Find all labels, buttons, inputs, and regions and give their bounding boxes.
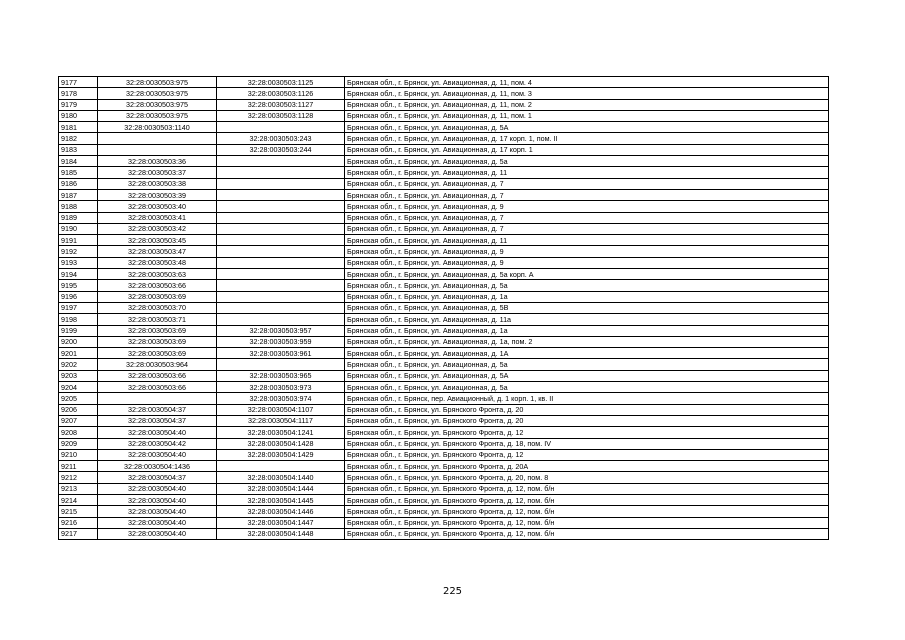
building-cadastral-cell: 32:28:0030504:1107: [217, 404, 345, 415]
table-row: [59, 461, 829, 472]
table-row: [59, 110, 829, 121]
row-number-cell: 9212: [59, 472, 98, 483]
address-cell: Брянская обл., г. Брянск, ул. Авиационная, д. 1а: [345, 325, 829, 336]
registry-table-body: [59, 77, 829, 540]
building-cadastral-cell: [217, 212, 345, 223]
land-plot-cadastral-cell: 32:28:0030504:37: [98, 472, 217, 483]
table-row: [59, 223, 829, 234]
address-cell: Брянская обл., г. Брянск, ул. Авиационная, д. 9: [345, 201, 829, 212]
table-row: [59, 156, 829, 167]
row-number-cell: 9204: [59, 382, 98, 393]
land-plot-cadastral-cell: 32:28:0030503:964: [98, 359, 217, 370]
land-plot-cadastral-cell: 32:28:0030503:975: [98, 99, 217, 110]
row-number-cell: 9205: [59, 393, 98, 404]
land-plot-cadastral-cell: 32:28:0030503:71: [98, 314, 217, 325]
row-number-cell: 9192: [59, 246, 98, 257]
land-plot-cadastral-cell: 32:28:0030503:37: [98, 167, 217, 178]
land-plot-cadastral-cell: 32:28:0030504:37: [98, 404, 217, 415]
table-row: [59, 235, 829, 246]
building-cadastral-cell: [217, 359, 345, 370]
table-row: [59, 325, 829, 336]
row-number-cell: 9190: [59, 223, 98, 234]
address-cell: Брянская обл., г. Брянск, ул. Брянского Фронта, д. 20, пом. 8: [345, 472, 829, 483]
address-cell: Брянская обл., г. Брянск, ул. Авиационная, д. 11, пом. 3: [345, 88, 829, 99]
address-cell: Брянская обл., г. Брянск, ул. Авиационная, д. 7: [345, 189, 829, 200]
address-cell: Брянская обл., г. Брянск, ул. Авиационная, д. 7: [345, 223, 829, 234]
address-cell: Брянская обл., г. Брянск, ул. Авиационная, д. 17 корп. 1: [345, 144, 829, 155]
row-number-cell: 9199: [59, 325, 98, 336]
land-plot-cadastral-cell: 32:28:0030503:66: [98, 382, 217, 393]
table-row: [59, 88, 829, 99]
address-cell: Брянская обл., г. Брянск, ул. Авиационная, д. 1а, пом. 2: [345, 336, 829, 347]
building-cadastral-cell: 32:28:0030504:1440: [217, 472, 345, 483]
building-cadastral-cell: 32:28:0030504:1241: [217, 427, 345, 438]
building-cadastral-cell: 32:28:0030503:973: [217, 382, 345, 393]
row-number-cell: 9213: [59, 483, 98, 494]
building-cadastral-cell: [217, 156, 345, 167]
building-cadastral-cell: [217, 257, 345, 268]
row-number-cell: 9214: [59, 494, 98, 505]
land-plot-cadastral-cell: 32:28:0030503:47: [98, 246, 217, 257]
address-cell: Брянская обл., г. Брянск, ул. Авиационная, д. 5а: [345, 382, 829, 393]
building-cadastral-cell: [217, 461, 345, 472]
row-number-cell: 9209: [59, 438, 98, 449]
table-row: [59, 246, 829, 257]
building-cadastral-cell: [217, 314, 345, 325]
page-number: 225: [442, 586, 463, 597]
table-row: [59, 144, 829, 155]
building-cadastral-cell: 32:28:0030503:957: [217, 325, 345, 336]
land-plot-cadastral-cell: 32:28:0030504:40: [98, 517, 217, 528]
table-row: [59, 494, 829, 505]
address-cell: Брянская обл., г. Брянск, ул. Брянского Фронта, д. 12, пом. б/н: [345, 506, 829, 517]
table-row: [59, 506, 829, 517]
address-cell: Брянская обл., г. Брянск, ул. Авиационная, д. 5В: [345, 302, 829, 313]
row-number-cell: 9195: [59, 280, 98, 291]
row-number-cell: 9193: [59, 257, 98, 268]
table-row: [59, 133, 829, 144]
land-plot-cadastral-cell: 32:28:0030504:37: [98, 415, 217, 426]
row-number-cell: 9197: [59, 302, 98, 313]
land-plot-cadastral-cell: 32:28:0030503:69: [98, 348, 217, 359]
row-number-cell: 9196: [59, 291, 98, 302]
table-row: [59, 302, 829, 313]
address-cell: Брянская обл., г. Брянск, ул. Авиационная, д. 11, пом. 2: [345, 99, 829, 110]
land-plot-cadastral-cell: 32:28:0030503:66: [98, 280, 217, 291]
table-row: [59, 415, 829, 426]
building-cadastral-cell: 32:28:0030503:961: [217, 348, 345, 359]
land-plot-cadastral-cell: 32:28:0030503:40: [98, 201, 217, 212]
building-cadastral-cell: 32:28:0030504:1444: [217, 483, 345, 494]
table-row: [59, 393, 829, 404]
row-number-cell: 9202: [59, 359, 98, 370]
address-cell: Брянская обл., г. Брянск, ул. Брянского Фронта, д. 12, пом. б/н: [345, 483, 829, 494]
land-plot-cadastral-cell: 32:28:0030504:40: [98, 449, 217, 460]
building-cadastral-cell: [217, 246, 345, 257]
building-cadastral-cell: [217, 178, 345, 189]
address-cell: Брянская обл., г. Брянск, ул. Авиационная, д. 11а: [345, 314, 829, 325]
address-cell: Брянская обл., г. Брянск, ул. Брянского Фронта, д. 18, пом. IV: [345, 438, 829, 449]
building-cadastral-cell: 32:28:0030504:1429: [217, 449, 345, 460]
land-plot-cadastral-cell: 32:28:0030504:40: [98, 528, 217, 539]
building-cadastral-cell: 32:28:0030504:1447: [217, 517, 345, 528]
table-row: [59, 517, 829, 528]
address-cell: Брянская обл., г. Брянск, ул. Авиационная, д. 11: [345, 235, 829, 246]
building-cadastral-cell: [217, 235, 345, 246]
table-row: [59, 201, 829, 212]
address-cell: Брянская обл., г. Брянск, ул. Авиационная, д. 11, пом. 1: [345, 110, 829, 121]
row-number-cell: 9203: [59, 370, 98, 381]
address-cell: Брянская обл., г. Брянск, ул. Авиационная, д. 1а: [345, 291, 829, 302]
address-cell: Брянская обл., г. Брянск, ул. Авиационная, д. 9: [345, 246, 829, 257]
address-cell: Брянская обл., г. Брянск, ул. Авиационная, д. 11: [345, 167, 829, 178]
address-cell: Брянская обл., г. Брянск, пер. Авиационный, д. 1 корп. 1, кв. II: [345, 393, 829, 404]
row-number-cell: 9194: [59, 269, 98, 280]
table-row: [59, 189, 829, 200]
row-number-cell: 9183: [59, 144, 98, 155]
row-number-cell: 9216: [59, 517, 98, 528]
land-plot-cadastral-cell: 32:28:0030503:39: [98, 189, 217, 200]
table-row: [59, 257, 829, 268]
address-cell: Брянская обл., г. Брянск, ул. Авиационная, д. 5а: [345, 359, 829, 370]
address-cell: Брянская обл., г. Брянск, ул. Авиационная, д. 17 корп. 1, пом. II: [345, 133, 829, 144]
address-cell: Брянская обл., г. Брянск, ул. Брянского Фронта, д. 12: [345, 427, 829, 438]
table-row: [59, 449, 829, 460]
row-number-cell: 9201: [59, 348, 98, 359]
building-cadastral-cell: 32:28:0030503:965: [217, 370, 345, 381]
table-row: [59, 404, 829, 415]
address-cell: Брянская обл., г. Брянск, ул. Брянского Фронта, д. 20: [345, 404, 829, 415]
address-cell: Брянская обл., г. Брянск, ул. Брянского Фронта, д. 20: [345, 415, 829, 426]
table-row: [59, 427, 829, 438]
building-cadastral-cell: 32:28:0030503:1126: [217, 88, 345, 99]
row-number-cell: 9181: [59, 122, 98, 133]
land-plot-cadastral-cell: 32:28:0030503:69: [98, 325, 217, 336]
building-cadastral-cell: [217, 280, 345, 291]
land-plot-cadastral-cell: 32:28:0030504:1436: [98, 461, 217, 472]
table-row: [59, 483, 829, 494]
table-row: [59, 178, 829, 189]
row-number-cell: 9207: [59, 415, 98, 426]
table-row: [59, 77, 829, 88]
land-plot-cadastral-cell: 32:28:0030503:63: [98, 269, 217, 280]
row-number-cell: 9177: [59, 77, 98, 88]
building-cadastral-cell: 32:28:0030504:1445: [217, 494, 345, 505]
address-cell: Брянская обл., г. Брянск, ул. Брянского Фронта, д. 12, пом. б/н: [345, 528, 829, 539]
table-row: [59, 370, 829, 381]
land-plot-cadastral-cell: 32:28:0030504:40: [98, 483, 217, 494]
address-cell: Брянская обл., г. Брянск, ул. Брянского Фронта, д. 12, пом. б/н: [345, 517, 829, 528]
table-row: [59, 269, 829, 280]
row-number-cell: 9191: [59, 235, 98, 246]
row-number-cell: 9215: [59, 506, 98, 517]
row-number-cell: 9198: [59, 314, 98, 325]
land-plot-cadastral-cell: 32:28:0030503:48: [98, 257, 217, 268]
row-number-cell: 9178: [59, 88, 98, 99]
land-plot-cadastral-cell: 32:28:0030504:40: [98, 427, 217, 438]
building-cadastral-cell: [217, 291, 345, 302]
land-plot-cadastral-cell: 32:28:0030504:42: [98, 438, 217, 449]
table-row: [59, 472, 829, 483]
row-number-cell: 9189: [59, 212, 98, 223]
table-row: [59, 280, 829, 291]
land-plot-cadastral-cell: 32:28:0030503:66: [98, 370, 217, 381]
address-cell: Брянская обл., г. Брянск, ул. Авиационная, д. 5а: [345, 156, 829, 167]
address-cell: Брянская обл., г. Брянск, ул. Авиационная, д. 5а: [345, 280, 829, 291]
land-plot-cadastral-cell: 32:28:0030503:69: [98, 336, 217, 347]
address-cell: Брянская обл., г. Брянск, ул. Авиационная, д. 9: [345, 257, 829, 268]
row-number-cell: 9217: [59, 528, 98, 539]
land-plot-cadastral-cell: 32:28:0030504:40: [98, 506, 217, 517]
table-row: [59, 314, 829, 325]
building-cadastral-cell: [217, 223, 345, 234]
row-number-cell: 9187: [59, 189, 98, 200]
building-cadastral-cell: 32:28:0030503:244: [217, 144, 345, 155]
address-cell: Брянская обл., г. Брянск, ул. Брянского Фронта, д. 12, пом. б/н: [345, 494, 829, 505]
land-plot-cadastral-cell: [98, 133, 217, 144]
building-cadastral-cell: 32:28:0030503:1127: [217, 99, 345, 110]
row-number-cell: 9188: [59, 201, 98, 212]
land-plot-cadastral-cell: 32:28:0030503:45: [98, 235, 217, 246]
table-row: [59, 212, 829, 223]
land-plot-cadastral-cell: [98, 144, 217, 155]
land-plot-cadastral-cell: 32:28:0030503:70: [98, 302, 217, 313]
land-plot-cadastral-cell: 32:28:0030503:975: [98, 110, 217, 121]
table-row: [59, 336, 829, 347]
address-cell: Брянская обл., г. Брянск, ул. Авиационная, д. 7: [345, 178, 829, 189]
table-row: [59, 167, 829, 178]
building-cadastral-cell: 32:28:0030503:1128: [217, 110, 345, 121]
land-plot-cadastral-cell: 32:28:0030503:1140: [98, 122, 217, 133]
address-cell: Брянская обл., г. Брянск, ул. Брянского Фронта, д. 20А: [345, 461, 829, 472]
land-plot-cadastral-cell: 32:28:0030503:41: [98, 212, 217, 223]
row-number-cell: 9200: [59, 336, 98, 347]
row-number-cell: 9206: [59, 404, 98, 415]
table-row: [59, 291, 829, 302]
row-number-cell: 9211: [59, 461, 98, 472]
building-cadastral-cell: 32:28:0030504:1117: [217, 415, 345, 426]
land-plot-cadastral-cell: 32:28:0030503:38: [98, 178, 217, 189]
address-cell: Брянская обл., г. Брянск, ул. Авиационная, д. 11, пом. 4: [345, 77, 829, 88]
table-row: [59, 348, 829, 359]
building-cadastral-cell: [217, 122, 345, 133]
land-plot-cadastral-cell: 32:28:0030503:42: [98, 223, 217, 234]
building-cadastral-cell: 32:28:0030504:1446: [217, 506, 345, 517]
building-cadastral-cell: [217, 167, 345, 178]
table-row: [59, 382, 829, 393]
row-number-cell: 9210: [59, 449, 98, 460]
address-cell: Брянская обл., г. Брянск, ул. Авиационная, д. 5А: [345, 370, 829, 381]
row-number-cell: 9184: [59, 156, 98, 167]
land-plot-cadastral-cell: [98, 393, 217, 404]
table-row: [59, 122, 829, 133]
land-plot-cadastral-cell: 32:28:0030503:36: [98, 156, 217, 167]
address-cell: Брянская обл., г. Брянск, ул. Авиационная, д. 5А: [345, 122, 829, 133]
address-cell: Брянская обл., г. Брянск, ул. Брянского Фронта, д. 12: [345, 449, 829, 460]
building-cadastral-cell: [217, 302, 345, 313]
land-plot-cadastral-cell: 32:28:0030504:40: [98, 494, 217, 505]
table-row: [59, 99, 829, 110]
building-cadastral-cell: 32:28:0030504:1448: [217, 528, 345, 539]
row-number-cell: 9180: [59, 110, 98, 121]
row-number-cell: 9182: [59, 133, 98, 144]
building-cadastral-cell: 32:28:0030503:974: [217, 393, 345, 404]
land-plot-cadastral-cell: 32:28:0030503:975: [98, 88, 217, 99]
table-row: [59, 528, 829, 539]
building-cadastral-cell: 32:28:0030503:1125: [217, 77, 345, 88]
address-cell: Брянская обл., г. Брянск, ул. Авиационная, д. 1А: [345, 348, 829, 359]
table-row: [59, 359, 829, 370]
row-number-cell: 9208: [59, 427, 98, 438]
row-number-cell: 9186: [59, 178, 98, 189]
row-number-cell: 9185: [59, 167, 98, 178]
building-cadastral-cell: [217, 189, 345, 200]
address-cell: Брянская обл., г. Брянск, ул. Авиационная, д. 5а корп. А: [345, 269, 829, 280]
building-cadastral-cell: 32:28:0030504:1428: [217, 438, 345, 449]
row-number-cell: 9179: [59, 99, 98, 110]
land-plot-cadastral-cell: 32:28:0030503:975: [98, 77, 217, 88]
land-plot-cadastral-cell: 32:28:0030503:69: [98, 291, 217, 302]
building-cadastral-cell: 32:28:0030503:243: [217, 133, 345, 144]
table-row: [59, 438, 829, 449]
building-cadastral-cell: 32:28:0030503:959: [217, 336, 345, 347]
building-cadastral-cell: [217, 269, 345, 280]
address-cell: Брянская обл., г. Брянск, ул. Авиационная, д. 7: [345, 212, 829, 223]
building-cadastral-cell: [217, 201, 345, 212]
property-registry-table: [58, 76, 829, 540]
